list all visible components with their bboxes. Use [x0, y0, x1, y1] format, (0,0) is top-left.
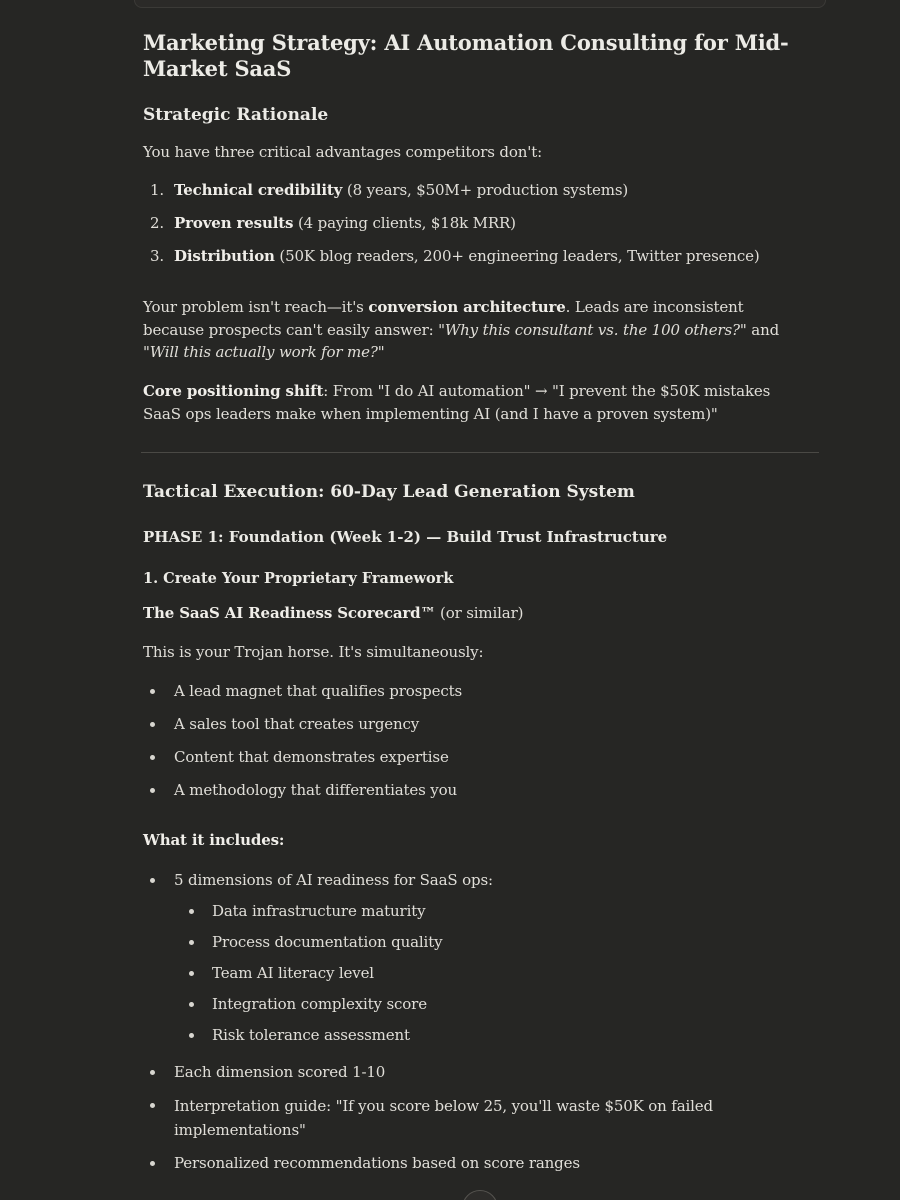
positioning-paragraph: Core positioning shift: From "I do AI automation" → "I prevent the $50K mistakes SaaS ops leaders make when implementing AI (and I have a proven system)" — [143, 382, 771, 423]
bullet-icon — [189, 909, 194, 914]
arrow-down-icon — [463, 1191, 497, 1200]
bullet-icon — [150, 755, 155, 760]
includes-heading: What it includes: — [143, 831, 285, 849]
section-heading-tactical: Tactical Execution: 60-Day Lead Generation System — [143, 482, 635, 502]
phase-heading: PHASE 1: Foundation (Week 1-2) — Build Trust Infrastructure — [143, 528, 668, 546]
bullet-icon — [189, 1033, 194, 1038]
list-item: Content that demonstrates expertise — [174, 748, 449, 766]
list-item: 2. Proven results (4 paying clients, $18k MRR) — [150, 214, 516, 232]
list-item: A lead magnet that qualifies prospects — [174, 682, 463, 700]
bullet-icon — [189, 940, 194, 945]
step-heading: 1. Create Your Proprietary Framework — [143, 570, 454, 587]
list-item: Process documentation quality — [212, 933, 443, 951]
list-item: A sales tool that creates urgency — [174, 715, 420, 733]
bullet-icon — [150, 722, 155, 727]
bullet-icon — [150, 689, 155, 694]
list-item: 3. Distribution (50K blog readers, 200+ engineering leaders, Twitter presence) — [150, 247, 760, 265]
bullet-icon — [150, 1161, 155, 1166]
list-item: Personalized recommendations based on score ranges — [174, 1154, 580, 1172]
bullet-icon — [150, 1103, 155, 1108]
bullet-icon — [150, 1070, 155, 1075]
section-divider — [141, 452, 819, 453]
list-item: Risk tolerance assessment — [212, 1026, 410, 1044]
list-item: A methodology that differentiates you — [174, 781, 457, 799]
list-item: Integration complexity score — [212, 995, 427, 1013]
scorecard-paragraph: The SaaS AI Readiness Scorecard™ (or similar) — [143, 604, 524, 622]
page-title: Marketing Strategy: AI Automation Consulting for Mid-Market SaaS — [143, 30, 789, 81]
problem-paragraph: Your problem isn't reach—it's conversion architecture. Leads are inconsistent because prospects can't easily answer: "Why this consultant vs. the 100 others?" and "Will this actually work for me?" — [143, 298, 780, 361]
list-item: Team AI literacy level — [212, 964, 374, 982]
rationale-intro: You have three critical advantages competitors don't: — [143, 143, 543, 161]
bullet-icon — [189, 971, 194, 976]
list-item: Data infrastructure maturity — [212, 902, 426, 920]
scroll-to-bottom-button[interactable] — [462, 1190, 498, 1200]
bullet-icon — [150, 878, 155, 883]
list-item: 1. Technical credibility (8 years, $50M+ production systems) — [150, 181, 629, 199]
bullet-icon — [189, 1002, 194, 1007]
list-item: Each dimension scored 1-10 — [174, 1063, 386, 1081]
list-item: Interpretation guide: "If you score below 25, you'll waste $50K on failed implementations" — [174, 1097, 713, 1139]
section-heading-rationale: Strategic Rationale — [143, 105, 329, 125]
bullet-icon — [150, 788, 155, 793]
previous-message-card — [134, 0, 826, 8]
trojan-paragraph: This is your Trojan horse. It's simultaneously: — [143, 643, 484, 661]
list-item: 5 dimensions of AI readiness for SaaS ops: — [174, 871, 493, 889]
